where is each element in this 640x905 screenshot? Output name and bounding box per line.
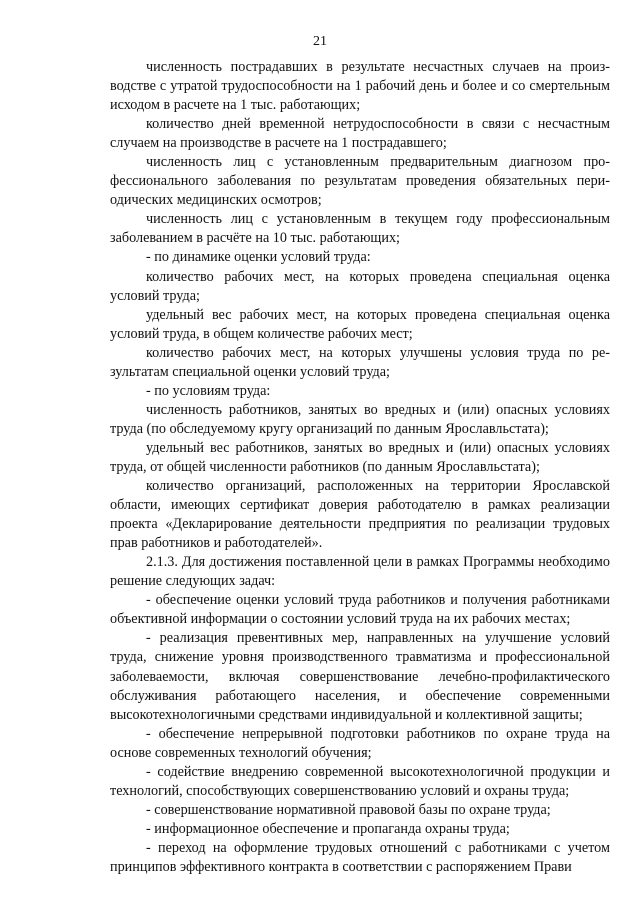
paragraph-task-contracts: - переход на оформление трудовых отношений с работниками с учетом принципов эффективного контракта в соответствии с распоряжением Прави	[110, 839, 610, 875]
paragraph-task-preventive: - реализация превентивных мер, направленных на улучшение условий труда, снижение уровня производственного травматизма и профессиональной заболеваемости, включая совершенствование лечебно-профилактического обслуживания работающего населения, и обеспечение современными высокотехнологичными средствами индивидуальной и коллективной защиты;	[110, 630, 610, 723]
paragraph-hazardous-workers: численность работников, занятых во вредных и (или) опасных условиях труда (по обследуемому кругу организаций по данным Ярославльстата);	[110, 401, 610, 437]
paragraph-hazardous-share: удельный вес работников, занятых во вредных и (или) опасных условиях труда, от общей численности работников (по данным Ярославльстата);	[110, 439, 610, 475]
paragraph-task-assessment: - обеспечение оценки условий труда работников и получения работниками объективной информации о состоянии условий труда на их рабочих местах;	[110, 592, 610, 628]
paragraph-conditions-heading: - по условиям труда:	[146, 382, 271, 399]
paragraph-assessment-heading: - по динамике оценки условий труда:	[146, 249, 371, 266]
page-number: 21	[313, 34, 327, 49]
paragraph-sick-days: количество дней временной нетрудоспособности в связи с несчастным случаем на производстве в расчете на 1 пострадавшего;	[110, 116, 610, 152]
paragraph-task-information: - информационное обеспечение и пропаганда охраны труда;	[146, 820, 510, 837]
paragraph-trust-certificate: количество организаций, расположенных на территории Ярославской области, имеющих сертификат доверия работодателю в рамках реализации проекта «Декларирование деятельности предприятия по реализации трудовых прав работников и работодателей».	[110, 478, 610, 552]
paragraph-injury-rate: численность пострадавших в результате несчастных случаев на производстве с утратой трудоспособности на 1 рабочий день и более и со смертельным исходом в расчете на 1 тыс. работающих;	[110, 59, 610, 114]
paragraph-task-regulation: - совершенствование нормативной правовой базы по охране труда;	[146, 801, 551, 818]
paragraph-section-2-1-3: 2.1.3. Для достижения поставленной цели в рамках Программы необходимо решение следующих задач:	[110, 554, 610, 590]
paragraph-occupational-disease: численность лиц с установленным в текущем году профессиональным заболеванием в расчёте на 10 тыс. работающих;	[110, 211, 610, 247]
paragraph-task-training: - обеспечение непрерывной подготовки работников по охране труда на основе современных технологий обучения;	[110, 725, 610, 761]
paragraph-preliminary-diagnosis: численность лиц с установленным предварительным диагнозом профессионального заболевания по результатам проведения обязательных периодических медицинских осмотров;	[110, 154, 610, 209]
document-body	[110, 58, 610, 877]
paragraph-assessed-share: удельный вес рабочих мест, на которых проведена специальная оценка условий труда, в общем количестве рабочих мест;	[110, 306, 610, 342]
paragraph-assessed-workplaces: количество рабочих мест, на которых проведена специальная оценка условий труда;	[110, 268, 610, 304]
paragraph-task-technology: - содействие внедрению современной высокотехнологичной продукции и технологий, способствующих совершенствованию условий и охраны труда;	[110, 763, 610, 799]
paragraph-improved-workplaces: количество рабочих мест, на которых улучшены условия труда по результатам специальной оценки условий труда;	[110, 344, 610, 380]
